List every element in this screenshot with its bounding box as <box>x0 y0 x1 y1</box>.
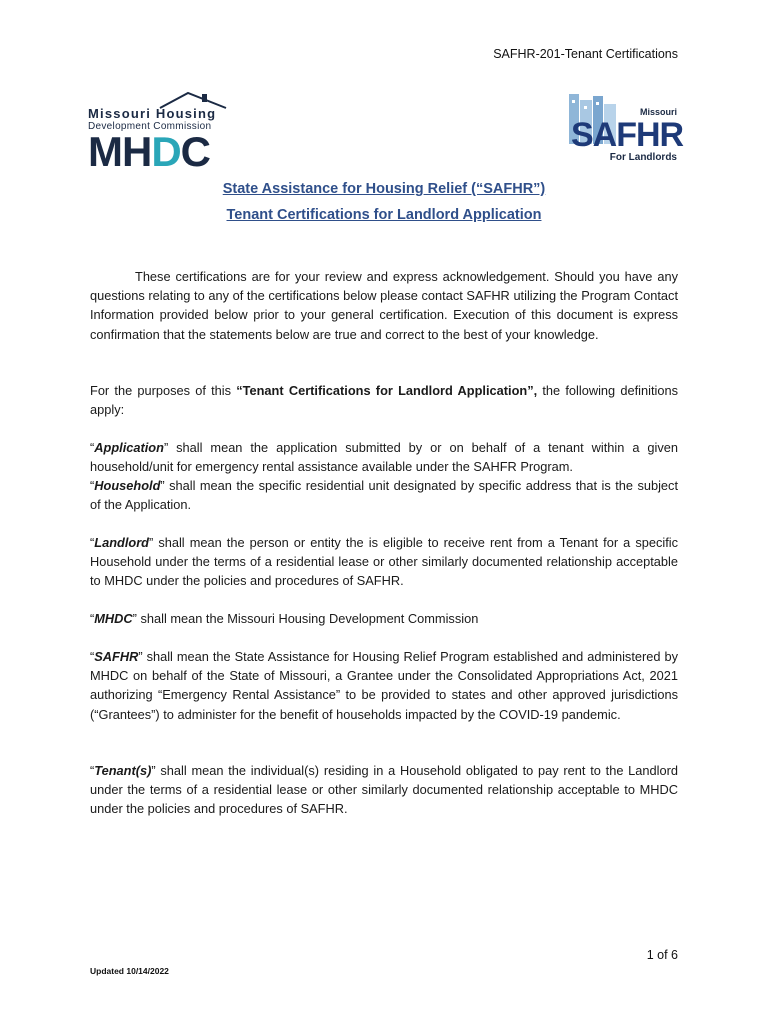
definition-safhr: “SAFHR” shall mean the State Assistance for Housing Relief Program established and administered by MHDC on behalf of the State of Missouri, a Grantee under the Consolidated Appropriations Act, 2021 authorizing “Emergency Rental Assistance” to be provided to states and other approved jurisdictions (“Grantees”) to administer for the benefit of households impacted by the COVID-19 pandemic. <box>90 649 678 722</box>
document-reference: SAFHR-201-Tenant Certifications <box>493 47 678 61</box>
page-number: 1 of 6 <box>646 948 678 962</box>
updated-date: Updated 10/14/2022 <box>90 966 169 976</box>
definition-tenant: “Tenant(s)” shall mean the individual(s) residing in a Household obligated to pay rent to the Landlord under the terms of a residential lease or other similarly documented relationship acceptable to MHDC under the policies and procedures of SAFHR. <box>90 763 678 817</box>
definition-mhdc: “MHDC” shall mean the Missouri Housing Development Commission <box>90 611 479 626</box>
definition-household: “Household” shall mean the specific residential unit designated by specific address that is the subject of the Application. <box>90 478 678 513</box>
safhr-logo-tagline: For Landlords <box>609 152 677 163</box>
purpose-paragraph: For the purposes of this “Tenant Certifications for Landlord Application”, the following definitions apply: <box>90 383 678 418</box>
mhdc-logo-line2: Development Commission <box>88 121 212 132</box>
definition-landlord: “Landlord” shall mean the person or entity the is eligible to receive rent from a Tenant for a specific Household under the terms of a residential lease or other similarly documented relationship acceptable to MHDC under the policies and procedures of SAFHR. <box>90 535 678 589</box>
intro-paragraph: These certifications are for your review and express acknowledgement. Should you have any questions relating to any of the certifications below please contact SAFHR utilizing the Program Contact Information provided below prior to your general certification. Execution of this document is express confirmation that the statements below are true and correct to the best of your knowledge. <box>90 269 678 342</box>
mhdc-logo-line1: Missouri Housing <box>88 106 217 121</box>
mhdc-logo <box>88 90 228 175</box>
safhr-wordmark: SAFHR <box>571 116 684 154</box>
safhr-logo-state: Missouri <box>639 107 677 117</box>
document-title-line2: Tenant Certifications for Landlord Application <box>226 207 542 223</box>
document-title-line1: State Assistance for Housing Relief (“SAFHR”) <box>222 181 546 197</box>
definition-application: “Application” shall mean the application submitted by or on behalf of a tenant within a given household/unit for emergency rental assistance available under the SAHFR Program. <box>90 440 678 475</box>
safhr-logo <box>569 94 684 166</box>
mhdc-wordmark: MHDC <box>88 128 211 175</box>
